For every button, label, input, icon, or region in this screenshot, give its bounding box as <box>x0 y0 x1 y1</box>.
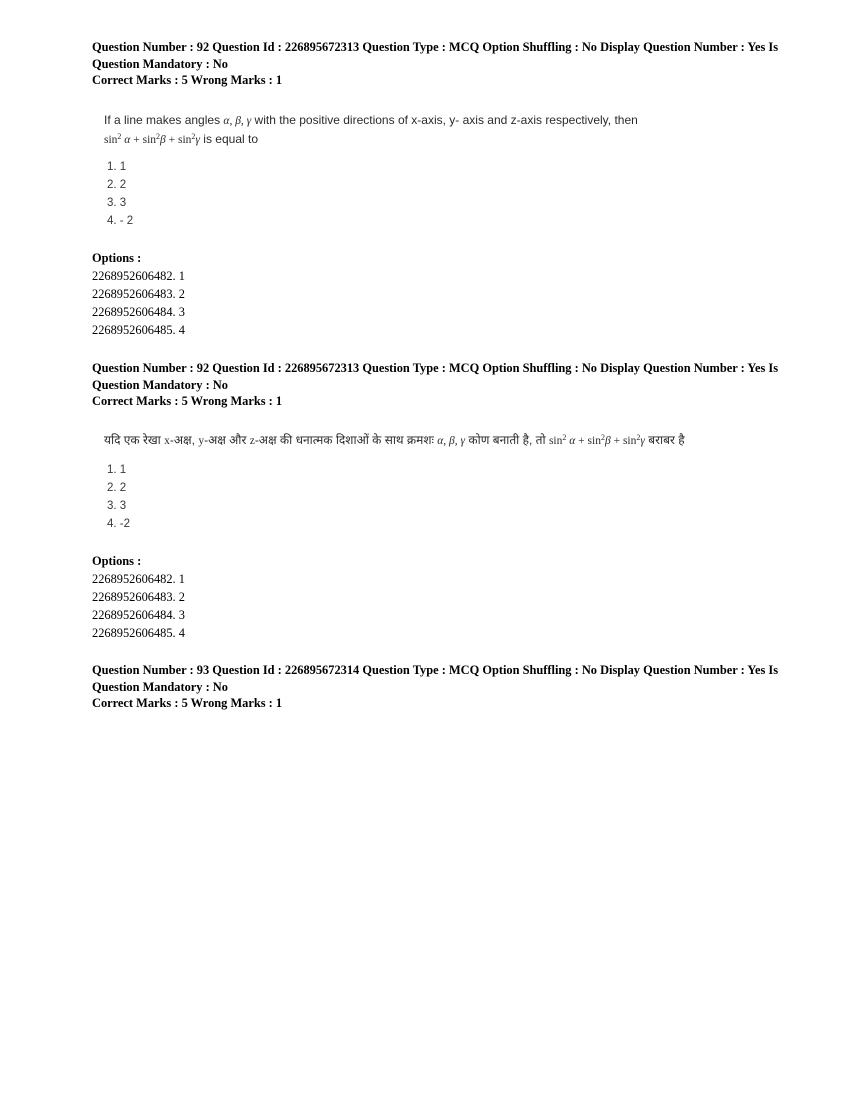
answer-choices <box>107 158 133 230</box>
question-text-part: If a line makes angles <box>104 113 224 127</box>
marks-line: Correct Marks : 5 Wrong Marks : 1 <box>92 696 283 710</box>
question-text-part: -अक्ष की धनात्मक दिशाओं के साथ क्रमशः <box>254 433 438 447</box>
axis-y: y <box>198 435 205 447</box>
question-text-part: -अक्ष, <box>169 433 199 447</box>
question-text-part: with the positive directions of x-axis, y- axis and z-axis respectively, then <box>251 113 638 127</box>
options-label: Options : <box>92 251 142 265</box>
option-row: 2268952606482. 1 <box>92 269 185 283</box>
option-row: 2268952606482. 1 <box>92 572 185 586</box>
question-text-part: कोण बनाती है, तो <box>465 433 549 447</box>
options-label: Options : <box>92 554 142 568</box>
marks-line: Correct Marks : 5 Wrong Marks : 1 <box>92 394 283 408</box>
answer-choice: 4. -2 <box>107 518 131 530</box>
question-metadata <box>92 360 779 410</box>
option-row: 2268952606484. 3 <box>92 305 185 319</box>
option-row: 2268952606483. 2 <box>92 590 185 604</box>
math-expression: $\sin^2 \alpha + \sin^2\beta + \sin^2\gamma$ <box>548 433 645 447</box>
answer-choice: 4. - 2 <box>107 215 134 227</box>
metadata-line: Question Mandatory : No <box>92 56 228 71</box>
math-angles: α, β, γ <box>437 435 466 447</box>
answer-choice: 2. 2 <box>107 179 127 191</box>
question-metadata <box>92 662 779 712</box>
question-text-part: is equal to <box>199 132 259 146</box>
marks-line: Correct Marks : 5 Wrong Marks : 1 <box>92 73 283 87</box>
math-expression: $\sin^2 \alpha + \sin^2\beta + \sin^2\gamma$ <box>104 132 200 146</box>
answer-choice: 3. 3 <box>107 197 127 209</box>
option-row: 2268952606484. 3 <box>92 608 185 622</box>
question-text-hindi <box>104 431 754 450</box>
answer-choice: 2. 2 <box>107 482 127 494</box>
axis-x: x <box>164 435 170 447</box>
question-metadata <box>92 39 779 89</box>
answer-choices <box>107 461 130 533</box>
answer-choice: 3. 3 <box>107 500 127 512</box>
axis-z: z <box>249 435 255 447</box>
options-list <box>92 552 185 642</box>
option-row: 2268952606485. 4 <box>92 626 185 640</box>
metadata-line: Question Number : 92 Question Id : 226895672313 Question Type : MCQ Option Shuffling : No Display Question Number : Yes Is <box>92 361 779 375</box>
option-row: 2268952606485. 4 <box>92 323 185 337</box>
options-list <box>92 249 185 339</box>
math-angles: α, β, γ <box>223 115 252 127</box>
question-text-part: बराबर है <box>644 433 685 447</box>
answer-choice: 1. 1 <box>107 161 127 173</box>
question-text-part: -अक्ष और <box>204 433 250 447</box>
metadata-line: Question Mandatory : No <box>92 377 228 392</box>
metadata-line: Question Number : 92 Question Id : 226895672313 Question Type : MCQ Option Shuffling : No Display Question Number : Yes Is <box>92 40 779 54</box>
option-row: 2268952606483. 2 <box>92 287 185 301</box>
answer-choice: 1. 1 <box>107 464 127 476</box>
question-text-part: यदि एक रेखा <box>104 433 165 447</box>
question-text <box>104 111 754 149</box>
metadata-line: Question Number : 93 Question Id : 226895672314 Question Type : MCQ Option Shuffling : No Display Question Number : Yes Is <box>92 663 779 677</box>
metadata-line: Question Mandatory : No <box>92 679 228 694</box>
